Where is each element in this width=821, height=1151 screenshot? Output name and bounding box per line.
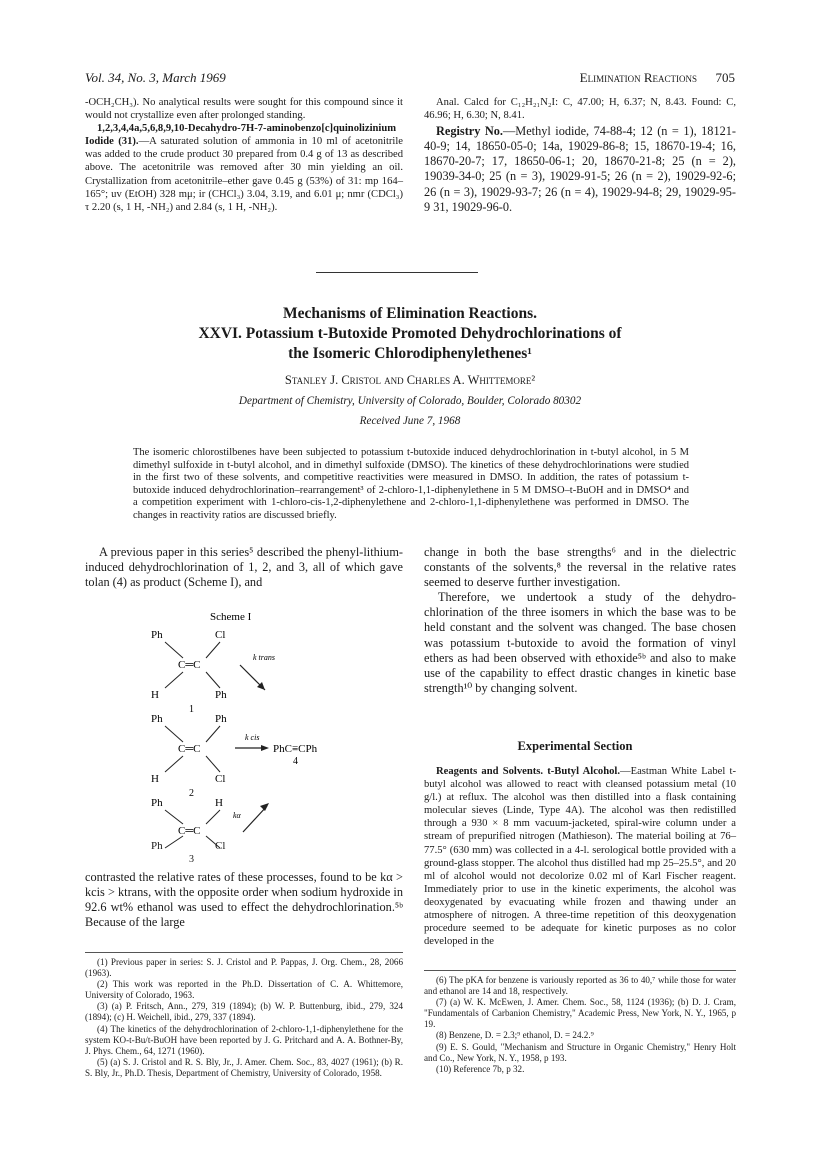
scheme-title: Scheme I bbox=[210, 611, 252, 623]
compound-31-body: —A saturated solution of ammonia in 10 ml of acetonitrile was added to the crude product 30 prepared from 0.4 g of 13 as described above. The acetonitrile was removed after 30 min yielding an oil. Crystallization from acetonitrile–ether gave 0.45 g (53%) of 31: mp 164–165°; uv (EtOH) 328 mμ; ir (CHCl₃) 3.04, 3.19, and 6.01 μ; nmr (CDCl₃) τ 2.20 (s, 1 H, -NH₂) and 2.84 (s, 1 H, -NH₂). bbox=[85, 136, 404, 213]
footnote-8: (8) Benzene, D. = 2.3;⁹ ethanol, D. = 24.2.⁹ bbox=[436, 1030, 594, 1041]
c2-ph-right: Ph bbox=[215, 713, 227, 725]
footnotes-left bbox=[85, 957, 403, 1079]
page-number: 705 bbox=[715, 70, 735, 85]
c1-h-bottom: H bbox=[151, 689, 159, 701]
prev-para-2 bbox=[85, 122, 403, 214]
footnote-1: (1) Previous paper in series: S. J. Cristol and P. Pappas, J. Org. Chem., 28, 2066 (1963). bbox=[85, 957, 403, 979]
c2-cl: Cl bbox=[215, 773, 226, 785]
footnote-4: (4) The kinetics of the dehydrochlorination of 2-chloro-1,1-diphenylethene for the system KO-t-Bu/t-BuOH have been reported by J. G. Pritchard and A. A. Bothner-By, J. Phys. Chem., 64, 1271 (1960). bbox=[85, 1023, 403, 1056]
c3-ph-bottom: Ph bbox=[151, 840, 163, 852]
product-tolan: PhC≡CPh bbox=[273, 743, 318, 755]
scheme-1-drawing bbox=[85, 600, 403, 855]
c3-double-bond: C═C bbox=[178, 825, 201, 837]
c1-ph-bottom: Ph bbox=[215, 689, 227, 701]
right-para-1: change in both the base strengths⁶ and in the dielectric constants of the solvents,⁸ the reversal in the relative rates seemed to deserve further investigation. bbox=[424, 545, 736, 590]
article-separator bbox=[316, 272, 478, 273]
analysis-line: Anal. Calcd for C₁₂H₂₁N₂I: C, 47.00; H, 6.37; N, 8.43. Found: C, 46.96; H, 6.30; N, 8.41. bbox=[424, 97, 736, 122]
registry-label: Registry No. bbox=[436, 124, 503, 139]
footnote-10: (10) Reference 7b, p 32. bbox=[436, 1063, 525, 1074]
footnotes-right bbox=[424, 975, 736, 1075]
authors: Stanley J. Cristol and Charles A. Whittemore² bbox=[284, 373, 536, 387]
footnote-2: (2) This work was reported in the Ph.D. Dissertation of C. A. Whittemore, University of Colorado, 1963. bbox=[85, 979, 403, 1001]
experimental-column bbox=[424, 765, 736, 948]
k-alpha-label: kα bbox=[233, 811, 241, 820]
reagents-body: —Eastman White Label t-butyl alcohol was allowed to react with cleansed potassium metal (10 g/l.) at reflux. The alcohol was then distilled into a flask containing molecular sieves (Linde, Type 4A). The alcohol was then redistilled through a 930 × 8 mm vacuum-jacketed, spiral-wire column under a stream of prepurified nitrogen (Mathieson). The material boiling at 76–77.5° (630 mm) was collected in a 4-l. serological bottle provided with a ground-glass stopper. The alcohol thus distilled had mp 25–25.5°, and 20 ml of alcohol would not decolorize 0.02 ml of Karl Fischer reagent. Immediately prior to use in the kinetic experiments, the alcohol was deoxygenated by evacuating while frozen and thawing under an atmosphere of nitrogen. A three-time repetition of this deoxygenation procedure seemed to be adequate for kinetic purposes as no color developed in the bbox=[424, 766, 736, 948]
abstract: The isomeric chlorostilbenes have been subjected to potassium t-butoxide induced dehydrochlorination in t-butyl alcohol, in 5 M dimethyl sulfoxide in t-butyl alcohol, and in dimethyl sulfoxide (DMSO). The kinetics of these dehydrochlorinations were studied in the first two of these solvents, and competitive reactivities were measured in DMSO. In addition, the rates of potassium t-butoxide induced dehydrochlorination–rearrangement³ of 2-chloro-1,1-diphenylethene in 5 M DMSO–t-BuOH and in DMSO⁴ and a competition experiment with 1-chloro-cis-1,2-diphenylethene and 2-chloro-1,1-diphenylethene was performed in DMSO. The changes in reactivity ratios are discussed briefly. bbox=[133, 447, 689, 521]
c3-cl-bottom: Cl bbox=[215, 840, 226, 852]
left-column-cont bbox=[85, 870, 403, 930]
journal-issue: Vol. 34, No. 3, March 1969 bbox=[85, 70, 226, 85]
right-para-2: Therefore, we undertook a study of the dehydro-chlorination of the three isomers in which the base was to be held constant and the solvent was changed. The base chosen was potassium t-butoxide to avoid the formation of vinyl ethers as had been observed with ethoxide⁵ᵇ and also to make use of the capability to effect drastic changes in kinetic base strength¹⁰ by changing solvent. bbox=[424, 590, 736, 695]
article-title-3: the Isomeric Chlorodiphenylethenes¹ bbox=[288, 345, 532, 362]
affiliation: Department of Chemistry, University of Colorado, Boulder, Colorado 80302 bbox=[238, 395, 582, 407]
footnote-5: (5) (a) S. J. Cristol and R. S. Bly, Jr., J. Amer. Chem. Soc., 83, 4027 (1961); (b) R. S. Bly, Jr., Ph.D. Thesis, Department of Chemistry, University of Colorado, 1958. bbox=[85, 1056, 403, 1078]
label-2: 2 bbox=[189, 788, 194, 799]
footnote-rule-right bbox=[424, 970, 736, 971]
registry-body: —Methyl iodide, 74-88-4; 12 (n = 1), 18121-40-9; 14, 18650-05-0; 14a, 19029-86-8; 15, 18670-19-4; 16, 18670-20-7; 17, 18650-06-1; 20, 18670-21-8; 25 (n = 2), 19039-34-0; 25 (n = 3), 19029-91-5; 26 (n = 2), 19029-92-6; 26 (n = 3), 19029-93-7; 26 (n = 4), 19029-94-8; 29, 19029-95-9 31, 19029-96-0. bbox=[424, 124, 736, 214]
k-trans-label: k trans bbox=[253, 653, 275, 662]
c1-ph-top: Ph bbox=[151, 629, 163, 641]
c2-ph-left: Ph bbox=[151, 713, 163, 725]
article-title-1: Mechanisms of Elimination Reactions. bbox=[282, 305, 538, 322]
running-title: Elimination Reactions bbox=[579, 70, 697, 85]
section-heading: Experimental Section bbox=[517, 739, 633, 753]
intro-paragraph: A previous paper in this series⁵ described the phenyl-lithium-induced dehydrochlorination of 1, 2, and 3, all of which gave tolan (4) as product (Scheme I), and bbox=[85, 545, 403, 590]
prev-para-1: -OCH₂CH₃). No analytical results were sought for this compound since it would not crystallize even after prolonged standing. bbox=[85, 97, 403, 122]
received-date: Received June 7, 1968 bbox=[359, 415, 461, 427]
prev-article-right bbox=[424, 96, 736, 215]
c2-double-bond: C═C bbox=[178, 743, 201, 755]
footnote-9: (9) E. S. Gould, "Mechanism and Structure in Organic Chemistry," Henry Holt and Co., New York, N. Y., 1958, p 193. bbox=[424, 1041, 736, 1063]
k-cis-label: k cis bbox=[245, 733, 260, 742]
c1-cl-top: Cl bbox=[215, 629, 226, 641]
reagents-paragraph bbox=[424, 765, 736, 948]
reagents-heading: Reagents and Solvents. t-Butyl Alcohol. bbox=[436, 766, 621, 777]
footnote-7: (7) (a) W. K. McEwen, J. Amer. Chem. Soc., 58, 1124 (1936); (b) D. J. Cram, "Fundamentals of Carbanion Chemistry," Academic Press, New York, N. Y., 1965, p 19. bbox=[424, 997, 736, 1030]
c3-h-top: H bbox=[215, 797, 223, 809]
label-1: 1 bbox=[189, 704, 194, 715]
compound-31-heading: 1,2,3,4,4a,5,6,8,9,10-Decahydro-7H-7-aminobenzo[c]quinolizinium Iodide (31). bbox=[85, 123, 397, 148]
rates-paragraph: contrasted the relative rates of these processes, found to be kα > kcis > ktrans, with the opposite order when sodium hydroxide in 92.6 wt% ethanol was used to effect the dehydrochlorination.⁵ᵇ Because of the large bbox=[85, 870, 403, 930]
c3-ph-top: Ph bbox=[151, 797, 163, 809]
scheme-1 bbox=[85, 600, 403, 855]
label-4: 4 bbox=[293, 756, 298, 767]
label-3: 3 bbox=[189, 854, 194, 865]
article-title-2: XXVI. Potassium t-Butoxide Promoted Dehydrochlorinations of bbox=[198, 325, 622, 342]
running-header bbox=[560, 70, 735, 86]
registry-numbers bbox=[424, 124, 736, 215]
c1-double-bond: C═C bbox=[178, 659, 201, 671]
footnote-6: (6) The pKA for benzene is variously reported as 36 to 40,⁷ while those for water and ethanol are 14 and 18, respectively. bbox=[424, 975, 736, 997]
right-column bbox=[424, 545, 736, 696]
prev-article-left bbox=[85, 96, 403, 214]
c2-h: H bbox=[151, 773, 159, 785]
footnote-3: (3) (a) P. Fritsch, Ann., 279, 319 (1894); (b) W. P. Buttenburg, ibid., 279, 324 (1894); (c) H. Weichell, ibid., 279, 337 (1894). bbox=[85, 1001, 403, 1023]
footnote-rule-left bbox=[85, 952, 403, 953]
left-column bbox=[85, 545, 403, 590]
